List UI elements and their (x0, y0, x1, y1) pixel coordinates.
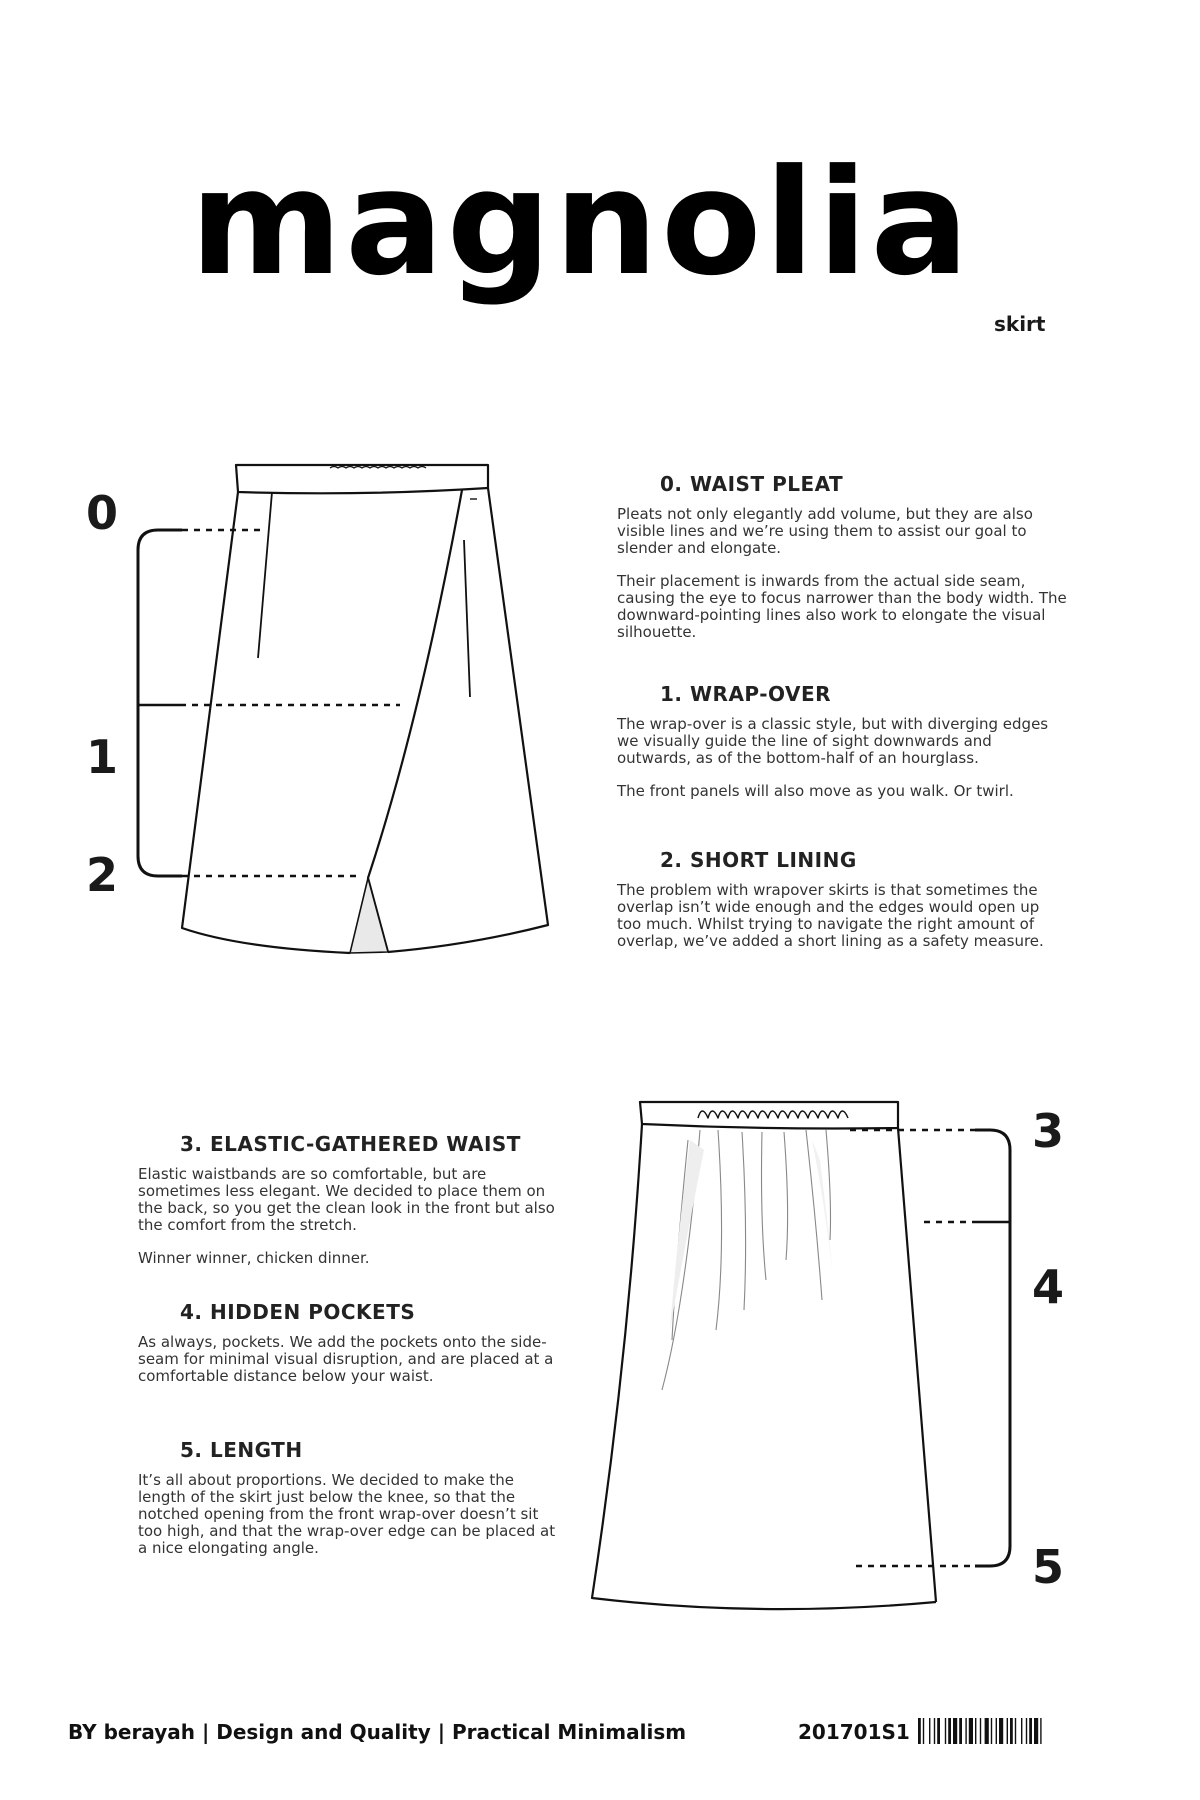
product-code: 201701S1 (798, 1720, 910, 1744)
section-text (138, 1166, 558, 1267)
section-heading: 2. SHORT LINING (660, 848, 857, 872)
section-text (617, 506, 1067, 641)
section-paragraph: Elastic waistbands are so comfortable, but are sometimes less elegant. We decided to place them on the back, so you get the clean look in the front but also the comfort from the stretch. (138, 1165, 555, 1234)
section-heading: 1. WRAP-OVER (660, 682, 832, 706)
back-dashed-lines (850, 1130, 975, 1566)
barcode-icon (918, 1718, 1136, 1744)
front-dashed-lines (180, 530, 400, 876)
section-paragraph: The front panels will also move as you walk. Or twirl. (617, 782, 1014, 800)
section-paragraph: The wrap-over is a classic style, but with diverging edges we visually guide the line of sight downwards and outwards, as of the bottom-half of an hourglass. (617, 715, 1049, 767)
section-paragraph: Winner winner, chicken dinner. (138, 1249, 370, 1267)
front-measure-bracket (138, 530, 182, 876)
front-skirt-drawing (182, 465, 548, 953)
section-paragraph: It’s all about proportions. We decided to make the length of the skirt just below the knee, so that the notched opening from the front wrap-over doesn’t sit too high, and that the wrap-over edge can be placed at a nice elongating angle. (138, 1471, 556, 1557)
section-heading: 5. LENGTH (180, 1438, 303, 1462)
section-heading: 4. HIDDEN POCKETS (180, 1300, 416, 1324)
section-text (138, 1334, 558, 1385)
section-paragraph: Pleats not only elegantly add volume, but they are also visible lines and we’re using them to assist our goal to slender and elongate. (617, 505, 1033, 557)
section-heading: 0. WAIST PLEAT (660, 472, 844, 496)
marker-2: 2 (86, 848, 119, 902)
marker-3: 3 (1032, 1104, 1065, 1158)
section-text (138, 1472, 558, 1557)
marker-1: 1 (86, 730, 119, 784)
marker-4: 4 (1032, 1260, 1065, 1314)
section-text (617, 882, 1067, 950)
page-subtitle: skirt (994, 312, 1046, 336)
marker-5: 5 (1032, 1540, 1065, 1594)
back-skirt-drawing (592, 1102, 936, 1609)
back-measure-bracket (975, 1130, 1010, 1566)
section-heading: 3. ELASTIC-GATHERED WAIST (180, 1132, 521, 1156)
page-title: magnolia (190, 138, 973, 308)
section-paragraph: The problem with wrapover skirts is that sometimes the overlap isn’t wide enough and the edges would open up too much. Whilst trying to navigate the right amount of overlap, we’ve added a short lining as a safety measure. (617, 881, 1044, 950)
footer-tagline: BY berayah | Design and Quality | Practical Minimalism (68, 1720, 687, 1744)
section-text (617, 716, 1067, 800)
section-paragraph: Their placement is inwards from the actual side seam, causing the eye to focus narrower than the body width. The downward-pointing lines also work to elongate the visual silhouette. (617, 572, 1067, 641)
marker-0: 0 (86, 486, 119, 540)
section-paragraph: As always, pockets. We add the pockets onto the side-seam for minimal visual disruption, and are placed at a comfortable distance below your waist. (138, 1333, 554, 1385)
